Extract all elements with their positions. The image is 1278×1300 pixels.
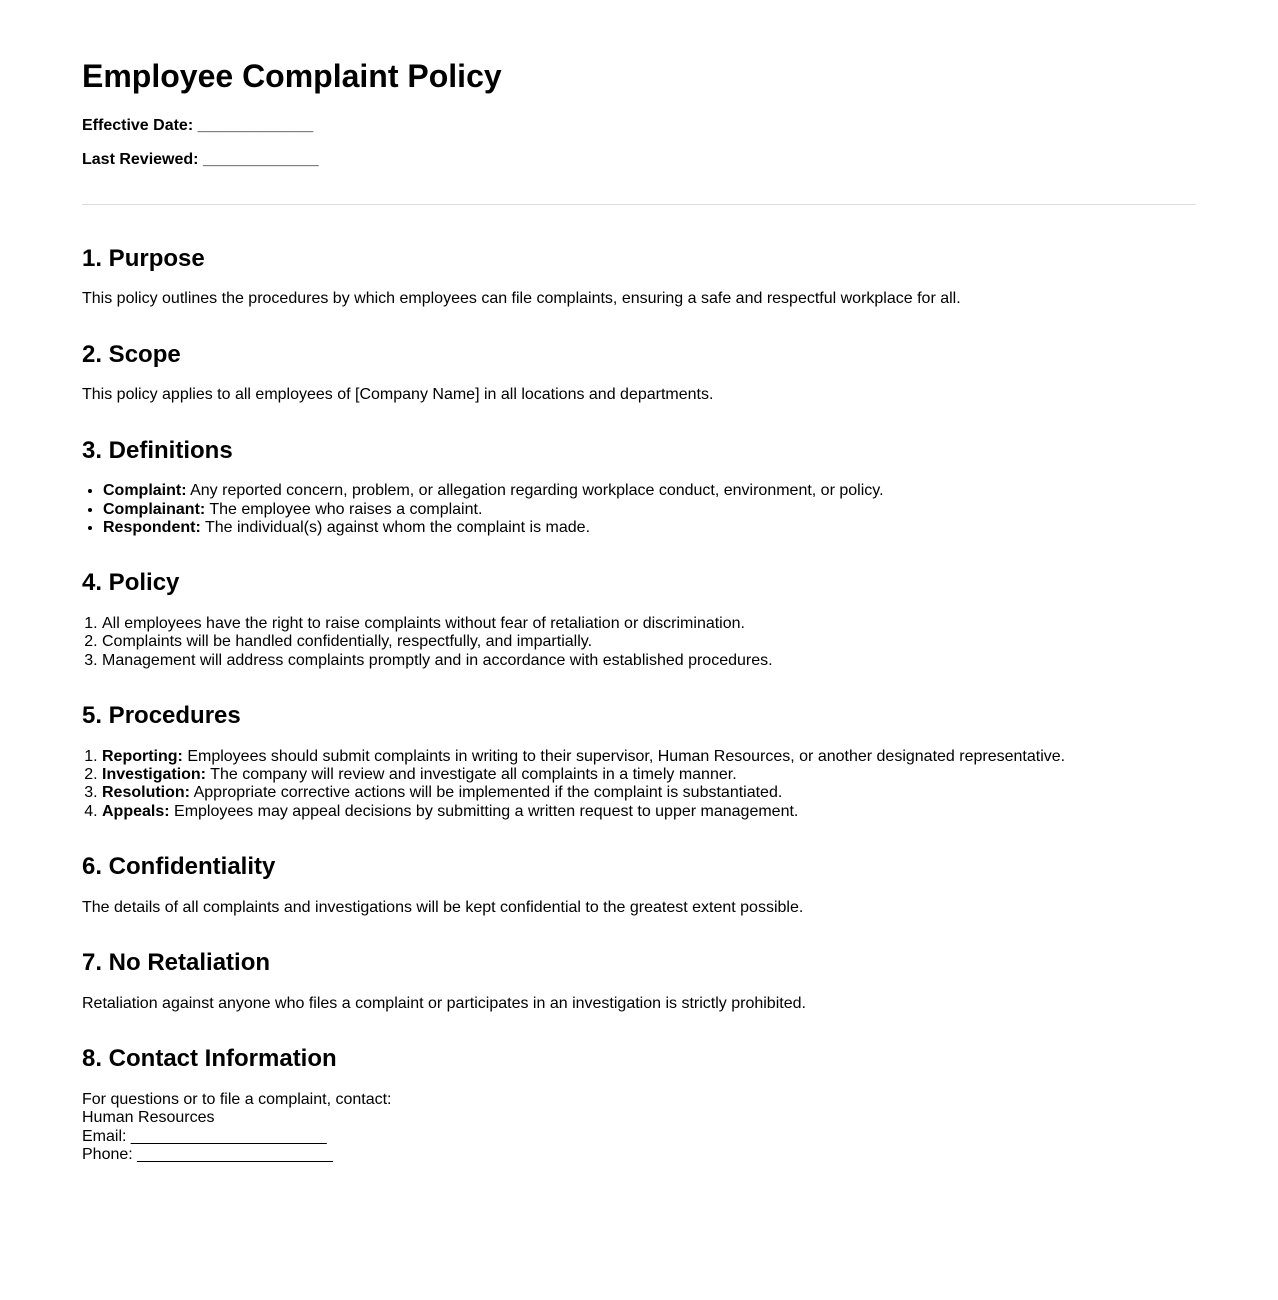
divider	[82, 204, 1196, 205]
contact-phone-blank: ______________________	[137, 1145, 333, 1163]
contact-email-blank: ______________________	[130, 1127, 327, 1145]
definition-term: Complaint:	[103, 482, 187, 500]
procedure-item-resolution	[102, 784, 1196, 802]
last-reviewed-label: Last Reviewed:	[82, 151, 199, 169]
definition-text: Any reported concern, problem, or allegation regarding workplace conduct, environment, or policy.	[186, 482, 884, 500]
definition-text: The employee who raises a complaint.	[205, 500, 483, 518]
section-procedures-heading: 5. Procedures	[82, 702, 241, 730]
definition-item-complaint	[103, 482, 1196, 500]
effective-date-label: Effective Date:	[82, 116, 194, 134]
contact-department: Human Resources	[82, 1109, 215, 1127]
procedure-item-investigation	[102, 766, 1196, 784]
section-purpose-body: This policy outlines the procedures by which employees can file complaints, ensuring a safe and respectful workplace for all.	[82, 290, 961, 308]
contact-email-label: Email:	[82, 1127, 127, 1145]
section-purpose-heading: 1. Purpose	[82, 244, 205, 272]
procedures-list	[82, 748, 1196, 822]
contact-phone-label: Phone:	[82, 1145, 133, 1163]
section-policy-heading: 4. Policy	[82, 569, 180, 597]
last-reviewed-line	[82, 151, 1196, 169]
page-title: Employee Complaint Policy	[82, 58, 502, 94]
section-policy	[82, 569, 1196, 670]
section-contact-heading: 8. Contact Information	[82, 1045, 337, 1073]
procedure-term: Resolution:	[102, 784, 190, 802]
section-contact	[82, 1045, 1196, 1164]
section-scope	[82, 341, 1196, 405]
procedure-term: Appeals:	[102, 802, 170, 820]
last-reviewed-blank: _____________	[202, 151, 319, 169]
procedure-text: The company will review and investigate all complaints in a timely manner.	[206, 766, 737, 784]
definition-term: Complainant:	[103, 500, 206, 518]
section-scope-heading: 2. Scope	[82, 340, 181, 368]
section-purpose	[82, 245, 1196, 309]
contact-block	[82, 1091, 1196, 1165]
section-scope-body: This policy applies to all employees of [Company Name] in all locations and departments.	[82, 386, 714, 404]
definition-text: The individual(s) against whom the complaint is made.	[200, 518, 591, 536]
procedure-term: Reporting:	[102, 747, 183, 765]
section-no-retaliation-heading: 7. No Retaliation	[82, 949, 271, 977]
definition-term: Respondent:	[103, 518, 201, 536]
section-definitions	[82, 437, 1196, 538]
section-no-retaliation	[82, 949, 1196, 1013]
section-no-retaliation-body: Retaliation against anyone who files a complaint or participates in an investigation is strictly prohibited.	[82, 994, 806, 1012]
policy-item: 3. Management will address complaints promptly and in accordance with established procedures.	[102, 652, 1196, 670]
definition-item-complainant	[103, 501, 1196, 519]
procedure-term: Investigation:	[102, 766, 207, 784]
procedure-text: Appropriate corrective actions will be implemented if the complaint is substantiated.	[190, 784, 783, 802]
effective-date-line	[82, 117, 1196, 135]
policy-item: 2. Complaints will be handled confidentially, respectfully, and impartially.	[102, 633, 1196, 651]
section-confidentiality-body: The details of all complaints and investigations will be kept confidential to the greatest extent possible.	[82, 898, 804, 916]
definition-item-respondent	[103, 519, 1196, 537]
policy-list	[82, 615, 1196, 670]
definitions-list	[82, 482, 1196, 537]
section-confidentiality	[82, 853, 1196, 917]
procedure-text: Employees may appeal decisions by submitting a written request to upper management.	[169, 802, 799, 820]
policy-item: 1. All employees have the right to raise complaints without fear of retaliation or discrimination.	[102, 615, 1196, 633]
procedure-item-reporting	[102, 748, 1196, 766]
procedure-text: Employees should submit complaints in writing to their supervisor, Human Resources, or another designated representative.	[182, 747, 1066, 765]
section-definitions-heading: 3. Definitions	[82, 436, 233, 464]
section-procedures	[82, 702, 1196, 821]
procedure-item-appeals	[102, 803, 1196, 821]
contact-intro: For questions or to file a complaint, contact:	[82, 1090, 392, 1108]
section-confidentiality-heading: 6. Confidentiality	[82, 853, 276, 881]
effective-date-blank: _____________	[197, 116, 314, 134]
